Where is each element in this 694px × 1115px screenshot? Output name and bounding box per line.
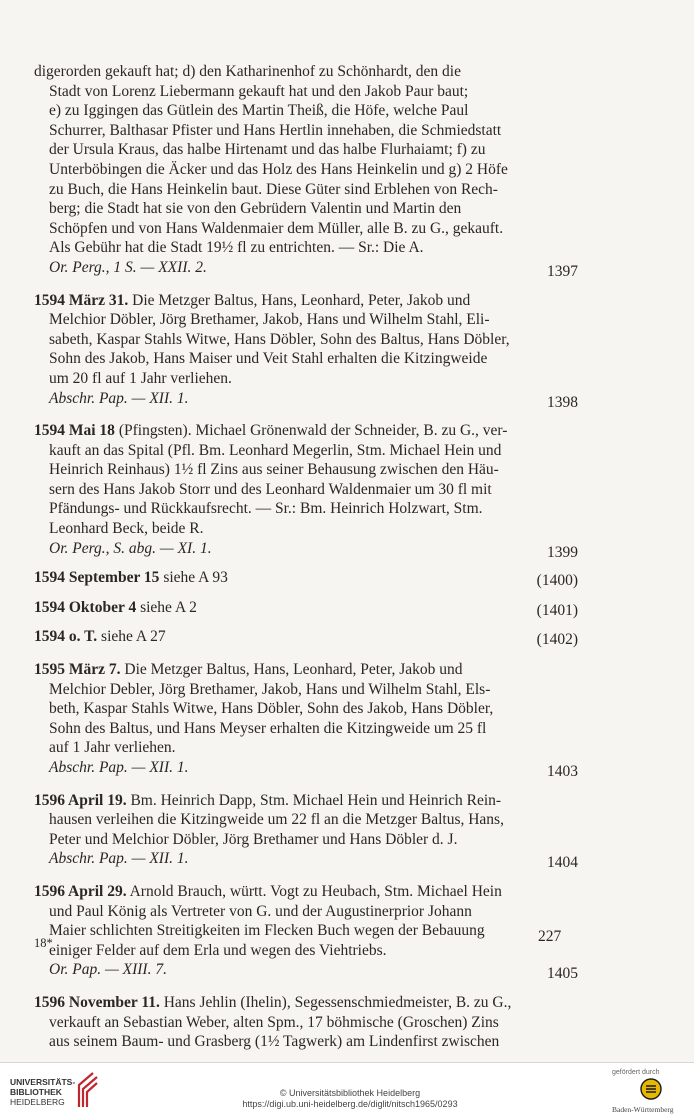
entry-line: der Ursula Kraus, das halbe Hirtenamt und das halbe Flurhaiamt; f) zu bbox=[49, 141, 486, 159]
entry-number: 1404 bbox=[547, 854, 578, 872]
signature-mark: 18* bbox=[34, 936, 53, 950]
entry-first-line: Bm. Heinrich Dapp, Stm. Michael Hein und Heinrich Rein- bbox=[126, 791, 502, 809]
entry-line: Melchior Döbler, Jörg Brethamer, Jakob, Hans und Wilhelm Stahl, Eli- bbox=[49, 311, 490, 329]
entry-line: auf 1 Jahr verliehen. bbox=[49, 739, 176, 757]
source-url-link[interactable]: https://digi.ub.uni-heidelberg.de/diglit/nitsch1965/0293 bbox=[242, 1099, 458, 1109]
entry-line: berg; die Stadt hat sie von den Gebrüdern Valentin und Martin den bbox=[49, 200, 462, 218]
entry-line: Melchior Debler, Jörg Brethamer, Jakob, Hans und Wilhelm Stahl, Els- bbox=[49, 680, 491, 698]
entry-text bbox=[34, 660, 578, 680]
entry-1403 bbox=[34, 660, 578, 778]
entry-number: (1400) bbox=[536, 572, 578, 590]
entry-date: 1594 Oktober 4 bbox=[34, 598, 137, 616]
short-entry bbox=[34, 568, 578, 588]
entry-line: Schurrer, Balthasar Pfister und Hans Hertlin innehaben, die Schmiedstatt bbox=[49, 121, 502, 139]
source-reference: Abschr. Pap. — XII. 1. bbox=[49, 850, 189, 868]
footer-banner bbox=[0, 1062, 694, 1115]
entry-line: Pfändungs- und Rückkaufsrecht. — Sr.: Bm. Heinrich Holzwart, Stm. bbox=[49, 500, 483, 518]
entry-line: sabeth, Kaspar Stahls Witwe, Hans Döbler, Sohn des Baltus, Hans Döbler, bbox=[49, 330, 510, 348]
entry-line: Stadt von Lorenz Liebermann gekauft hat und den Jakob Paur baut; bbox=[49, 82, 469, 100]
library-logo[interactable] bbox=[10, 1077, 75, 1107]
entry-1404 bbox=[34, 791, 578, 872]
entry-first-line: Arnold Brauch, württ. Vogt zu Heubach, Stm. Michael Hein bbox=[126, 882, 502, 900]
entry-date: 1596 April 29. bbox=[34, 882, 127, 900]
entry-1399 bbox=[34, 421, 578, 561]
entry-source bbox=[34, 389, 578, 409]
entry-1406 bbox=[34, 993, 578, 1052]
entry-text bbox=[34, 791, 578, 811]
sponsor-label: gefördert durch bbox=[612, 1069, 660, 1076]
entry-first-line: (Pfingsten). Michael Grönenwald der Schneider, B. zu G., ver- bbox=[114, 422, 508, 440]
entry-text bbox=[34, 882, 578, 902]
entry-line: Leonhard Beck, beide R. bbox=[49, 520, 204, 538]
copyright-text: © Universitätsbibliothek Heidelberg bbox=[279, 1088, 421, 1098]
library-name-line3: HEIDELBERG bbox=[10, 1097, 65, 1107]
short-entry bbox=[34, 598, 578, 618]
entry-source bbox=[34, 258, 578, 278]
entry-1405 bbox=[34, 882, 578, 983]
entry-number: 1398 bbox=[547, 393, 578, 411]
entry-line: einiger Felder auf dem Erla und wegen des Viehtriebs. bbox=[49, 941, 387, 959]
entry-line: sern des Hans Jakob Storr und des Leonhard Waldenmaier um 30 fl mit bbox=[49, 480, 492, 498]
entry-line: Maier schlichten Streitigkeiten im Flecken Buch wegen der Bebauung bbox=[49, 922, 485, 940]
library-name-line2: BIBLIOTHEK bbox=[10, 1087, 62, 1097]
entry-line: Als Gebühr hat die Stadt 19½ fl zu entrichten. — Sr.: Die A. bbox=[49, 239, 424, 257]
short-entry bbox=[34, 627, 578, 647]
entry-first-line: Hans Jehlin (Ihelin), Segessenschmiedmeister, B. zu G., bbox=[159, 993, 512, 1011]
entry-date: 1596 November 11. bbox=[34, 993, 160, 1011]
entry-date: 1596 April 19. bbox=[34, 791, 127, 809]
cross-reference: siehe A 27 bbox=[97, 628, 166, 646]
baden-wuerttemberg-seal-icon bbox=[640, 1078, 662, 1100]
entry-line: um 20 fl auf 1 Jahr verliehen. bbox=[49, 369, 232, 387]
entry-line: beth, Kaspar Stahls Witwe, Hans Döbler, Sohn des Jakob, Hans Döbler, bbox=[49, 700, 494, 718]
entry-line: Unterböbingen die Äcker und das Holz des Hans Heinkelin und g) 2 Höfe bbox=[49, 160, 508, 178]
entry-date: 1594 Mai 18 bbox=[34, 422, 115, 440]
source-reference: Or. Perg., S. abg. — XI. 1. bbox=[49, 539, 212, 557]
entry-number: 1397 bbox=[547, 262, 578, 280]
entry-first-line: digerorden gekauft hat; d) den Katharinenhof zu Schönhardt, den die bbox=[34, 63, 461, 80]
cross-reference: siehe A 2 bbox=[136, 598, 197, 616]
entry-text bbox=[34, 62, 578, 82]
entry-source bbox=[34, 539, 578, 559]
entry-first-line: Die Metzger Baltus, Hans, Leonhard, Peter, Jakob und bbox=[128, 291, 471, 309]
entry-line: e) zu Iggingen das Gütlein des Martin Theiß, die Höfe, welche Paul bbox=[49, 102, 469, 120]
source-reference: Abschr. Pap. — XII. 1. bbox=[49, 389, 189, 407]
sponsor-name[interactable]: Baden-Württemberg bbox=[612, 1105, 674, 1114]
source-reference: Or. Pap. — XIII. 7. bbox=[49, 961, 167, 979]
source-reference: Abschr. Pap. — XII. 1. bbox=[49, 759, 189, 776]
entry-line: und Paul König als Vertreter von G. und der Augustinerprior Johann bbox=[49, 902, 472, 920]
entry-date: 1595 März 7. bbox=[34, 661, 121, 679]
entry-source bbox=[34, 849, 578, 872]
entry-line: kauft an das Spital (Pfl. Bm. Leonhard Megerlin, Stm. Michael Hein und bbox=[49, 441, 502, 459]
library-name-line1: UNIVERSITÄTS- bbox=[10, 1077, 76, 1087]
page-number: 227 bbox=[538, 928, 562, 945]
entry-line: Sohn des Baltus, und Hans Meyser erhalten die Kitzingweide um 25 fl bbox=[49, 719, 487, 737]
entry-line: Heinrich Reinhaus) 1½ fl Zins aus seiner Behausung zwischen den Häu- bbox=[49, 461, 499, 479]
entry-number: (1402) bbox=[536, 631, 578, 649]
entry-first-line: Die Metzger Baltus, Hans, Leonhard, Peter, Jakob und bbox=[120, 661, 463, 679]
entry-line: verkauft an Sebastian Weber, alten Spm., 17 böhmische (Groschen) Zins bbox=[49, 1013, 499, 1031]
entry-date: 1594 März 31. bbox=[34, 291, 129, 309]
entry-number: 1405 bbox=[547, 965, 578, 983]
entry-line: zu Buch, die Hans Heinkelin baut. Diese Güter sind Erblehen von Rech- bbox=[49, 180, 498, 198]
entry-number: 1403 bbox=[547, 763, 578, 780]
entry-date: 1594 o. T. bbox=[34, 628, 98, 646]
entry-text bbox=[34, 291, 578, 311]
entry-text bbox=[34, 993, 578, 1013]
library-logo-icon bbox=[73, 1071, 99, 1109]
entry-1397 bbox=[34, 62, 578, 278]
entry-number: 1399 bbox=[547, 543, 578, 561]
entry-1398 bbox=[34, 291, 578, 409]
entry-date: 1594 September 15 bbox=[34, 569, 160, 587]
cross-reference: siehe A 93 bbox=[159, 569, 228, 587]
entry-line: hausen verleihen die Kitzingweide um 22 fl an die Metzger Baltus, Hans, bbox=[49, 811, 504, 829]
entry-source bbox=[34, 960, 578, 983]
entry-line: aus seinem Baum- und Grasberg (1½ Tagwerk) am Lindenfirst zwischen bbox=[49, 1033, 500, 1051]
entry-line: Sohn des Jakob, Hans Maiser und Veit Stahl erhalten die Kitzingweide bbox=[49, 350, 488, 368]
entry-line: Schöpfen und von Hans Waldenmaier dem Müller, alle B. zu G., gekauft. bbox=[49, 219, 504, 237]
entry-line: Peter und Melchior Döbler, Jörg Brethamer und Hans Döbler d. J. bbox=[49, 830, 458, 848]
entry-text bbox=[34, 421, 578, 441]
entry-number: (1401) bbox=[536, 601, 578, 619]
source-reference: Or. Perg., 1 S. — XXII. 2. bbox=[49, 258, 207, 276]
page-content bbox=[34, 62, 578, 1052]
entry-source bbox=[34, 758, 578, 778]
